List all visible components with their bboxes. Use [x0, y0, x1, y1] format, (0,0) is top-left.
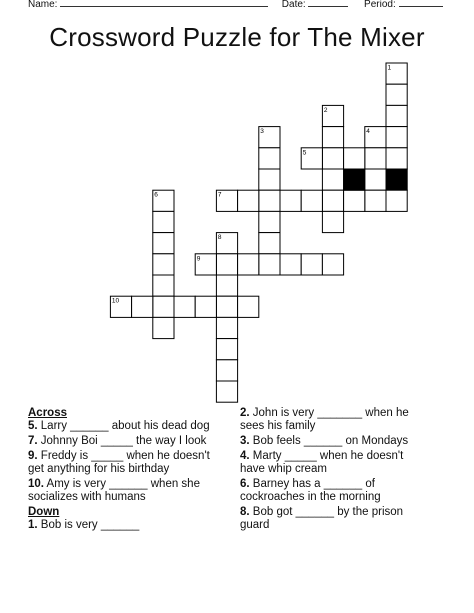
clue-item-number: 1.	[28, 519, 38, 531]
across-clue-list	[28, 420, 228, 504]
grid-cell[interactable]	[132, 296, 153, 317]
grid-cell[interactable]	[301, 190, 322, 211]
grid-cell[interactable]	[238, 296, 259, 317]
clue-item-text: Bob feels ______ on Mondays	[249, 435, 409, 447]
grid-cell[interactable]	[322, 190, 343, 211]
clue-number: 2	[323, 106, 328, 114]
grid-cell[interactable]	[238, 254, 259, 275]
grid-cell[interactable]	[365, 190, 386, 211]
grid-cell[interactable]	[301, 254, 322, 275]
grid-cell[interactable]	[153, 317, 174, 338]
grid-cell[interactable]	[216, 339, 237, 360]
clue-item-number: 8.	[240, 506, 250, 518]
clue-item	[28, 519, 228, 532]
clue-item-number: 4.	[240, 450, 250, 462]
across-heading: Across	[28, 407, 67, 419]
clue-item-text: Bob got ______ by the prison guard	[240, 506, 404, 531]
black-cell	[344, 169, 365, 190]
clue-item-number: 7.	[28, 435, 38, 447]
grid-cell[interactable]	[216, 381, 237, 402]
clue-number: 1	[387, 64, 392, 72]
clue-item	[240, 407, 430, 433]
grid-cell[interactable]	[344, 190, 365, 211]
clue-item-number: 5.	[28, 420, 38, 432]
grid-cell[interactable]	[216, 254, 237, 275]
clue-item-text: Bob is very ______	[37, 519, 140, 531]
grid-cell[interactable]	[322, 211, 343, 232]
down-clue-list	[28, 519, 228, 532]
down-heading: Down	[28, 506, 60, 518]
grid-cell[interactable]	[386, 127, 407, 148]
grid-cell[interactable]	[238, 190, 259, 211]
grid-cell[interactable]	[386, 84, 407, 105]
clue-item	[240, 478, 430, 504]
clue-item-number: 2.	[240, 407, 250, 419]
grid-cell[interactable]	[322, 148, 343, 169]
grid-cell[interactable]	[259, 148, 280, 169]
grid-cell[interactable]	[259, 254, 280, 275]
clue-item-text: Johnny Boi _____ the way I look	[37, 435, 207, 447]
grid-cell[interactable]	[322, 169, 343, 190]
clue-item-number: 9.	[28, 450, 38, 462]
clue-item-text: Marty _____ when he doesn't have whip cream	[240, 450, 404, 475]
clue-item	[240, 506, 430, 532]
grid-cell[interactable]	[259, 190, 280, 211]
grid-cell[interactable]	[216, 296, 237, 317]
grid-cell[interactable]	[195, 296, 216, 317]
grid-cell[interactable]	[365, 169, 386, 190]
clue-item	[28, 435, 228, 448]
grid-cell[interactable]	[153, 233, 174, 254]
down-clue-list-continued	[240, 407, 430, 532]
grid-cell[interactable]	[322, 127, 343, 148]
grid-cell[interactable]	[386, 148, 407, 169]
grid-cell[interactable]	[259, 169, 280, 190]
clue-number: 10	[111, 297, 120, 305]
grid-cell[interactable]	[216, 275, 237, 296]
clue-item-text: Barney has a ______ of cockroaches in the morning	[240, 478, 381, 503]
clue-number: 4	[366, 128, 370, 136]
grid-cell[interactable]	[280, 254, 301, 275]
name-label: Name:	[28, 0, 58, 10]
clue-number: 9	[196, 255, 201, 263]
clue-item-text: Freddy is _____ when he doesn't get anything for his birthday	[28, 450, 210, 475]
clue-item-text: Larry ______ about his dead dog	[37, 420, 210, 432]
clue-item-number: 10.	[28, 478, 44, 490]
grid-cell[interactable]	[280, 190, 301, 211]
clue-number: 7	[217, 191, 222, 199]
grid-cell[interactable]	[259, 211, 280, 232]
clue-item	[28, 478, 228, 504]
grid-cell[interactable]	[322, 254, 343, 275]
grid-cell[interactable]	[216, 317, 237, 338]
period-label: Period:	[364, 0, 396, 10]
grid-cell[interactable]	[174, 296, 195, 317]
clue-number: 8	[217, 234, 222, 242]
grid-cell[interactable]	[259, 233, 280, 254]
grid-cell[interactable]	[153, 275, 174, 296]
clue-number: 6	[154, 191, 158, 199]
clue-item	[28, 420, 228, 433]
clues-right-column	[240, 407, 430, 534]
clue-item-text: Amy is very ______ when she socializes with humans	[28, 478, 200, 503]
clue-item	[240, 450, 430, 476]
grid-cell[interactable]	[153, 296, 174, 317]
clue-item	[240, 435, 430, 448]
date-label: Date:	[281, 0, 306, 10]
clue-number: 5	[302, 149, 307, 157]
clue-item	[28, 450, 228, 476]
clue-item-number: 3.	[240, 435, 250, 447]
clue-item-text: John is very _______ when he sees his family	[240, 407, 409, 432]
grid-cell[interactable]	[365, 148, 386, 169]
clues-left-column	[28, 407, 228, 534]
grid-cell[interactable]	[153, 211, 174, 232]
grid-cell[interactable]	[344, 148, 365, 169]
grid-cell[interactable]	[386, 105, 407, 126]
grid-cell[interactable]	[216, 360, 237, 381]
clue-item-number: 6.	[240, 478, 250, 490]
clue-number: 3	[260, 128, 264, 136]
page-title: Crossword Puzzle for The Mixer	[49, 22, 425, 52]
black-cell	[386, 169, 407, 190]
grid-cell[interactable]	[386, 190, 407, 211]
grid-cell[interactable]	[153, 254, 174, 275]
